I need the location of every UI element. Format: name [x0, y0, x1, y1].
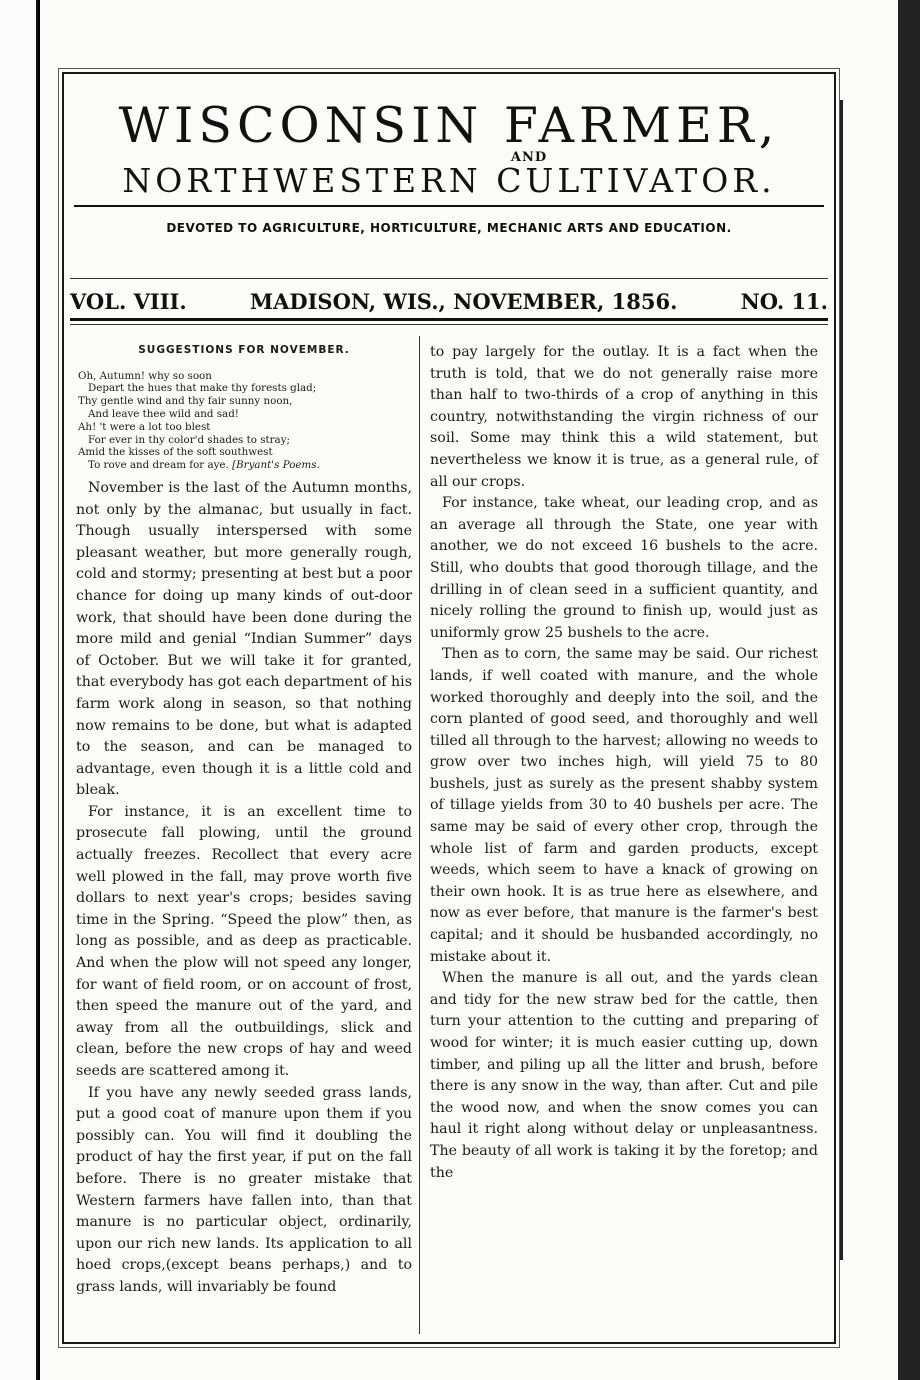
poem-line: Thy gentle wind and thy fair sunny noon, — [78, 395, 293, 408]
scan-edge — [896, 0, 920, 1380]
issue-rule-top — [70, 278, 828, 279]
poem-line: And leave thee wild and sad! — [88, 407, 239, 420]
article-title: SUGGESTIONS FOR NOVEMBER. — [138, 344, 350, 356]
epigraph-poem — [78, 370, 412, 472]
masthead-rule — [74, 205, 824, 207]
poem-line: Amid the kisses of the soft southwest — [78, 446, 273, 459]
issue-rule-bottom — [70, 318, 828, 321]
masthead-motto: DEVOTED TO AGRICULTURE, HORTICULTURE, MECHANIC ARTS AND EDUCATION. — [166, 221, 732, 235]
issue-rule-bottom-thin — [70, 324, 828, 325]
article-paragraph: If you have any newly seeded grass lands, put a good coat of manure upon them if you possibly can. You will find it doubling the product of hay the first year, if put on the fall before. There is no greater mistake that Western farmers have fallen into, than that manure is no particular object, ordinarily, upon our rich new lands. Its application to all hoed crops,(except beans perhaps,) and to grass lands, will invariably be found — [76, 1084, 412, 1295]
newspaper-page — [40, 0, 898, 1380]
poem-line-last — [78, 459, 412, 472]
column-divider — [419, 336, 420, 1334]
article-paragraph: Then as to corn, the same may be said. Our richest lands, if well coated with manure, and the whole worked thoroughly and deeply into the soil, and the corn planted of good seed, and thoroughly and well tilled all through to the harvest; allowing no weeds to grow over two inches high, will yield 75 to 80 bushels, just as surely as the present shabby system of tillage yields from 30 to 40 bushels per acre. The same may be said of every other crop, through the whole list of farm and garden products, except weeds, which seem to have a knack of growing on their own hook. It is as true here as elsewhere, and now as ever before, that manure is the farmer's best capital; and it should be husbanded accordingly, no mistake about it. — [430, 646, 818, 965]
poem-line: Oh, Autumn! why so soon — [78, 369, 212, 382]
binding-gutter — [0, 0, 38, 1380]
masthead-title: WISCONSIN FARMER, — [118, 97, 780, 154]
masthead — [64, 98, 834, 235]
article-paragraph: When the manure is all out, and the yards clean and tidy for the new straw bed for the cattle, then turn your attention to the cutting and preparing of wood for winter; it is much easier cutting up, down timber, and piling up all the litter and brush, before there is any snow in the way, than after. Cut and pile the wood now, and when the snow comes you can haul it right along without delay or unpleasantness. The beauty of all work is taking it by the foretop; and the — [430, 970, 818, 1181]
poem-line: Depart the hues that make thy forests glad; — [88, 382, 317, 395]
poem-line: For ever in thy color'd shades to stray; — [88, 433, 290, 446]
article-paragraph: For instance, it is an excellent time to prosecute fall plowing, until the ground actually freezes. Recollect that every acre well plowed in the fall, may prove worth five dollars to next year's crops; besides saving time in the Spring. “Speed the plow” then, as long as possible, and as deep as practicable. And when the plow will not speed any longer, for want of field room, or on account of frost, then speed the manure out of the yard, and away from all the outbuildings, slick and clean, before the new crops of hay and weed seeds are scattered among it. — [76, 803, 412, 1079]
column-right — [430, 342, 818, 1184]
page-frame — [62, 72, 836, 1344]
column-left — [76, 336, 412, 1299]
margin-rule — [840, 100, 843, 1260]
issue-line — [70, 289, 828, 314]
masthead-subtitle: NORTHWESTERN CULTIVATOR. — [122, 161, 776, 200]
volume-label: VOL. VIII. — [70, 289, 187, 314]
poem-line: To rove and dream for aye. — [88, 459, 229, 472]
dateline: MADISON, WIS., NOVEMBER, 1856. — [249, 289, 678, 314]
article-paragraph: to pay largely for the outlay. It is a fact when the truth is told, that we do not generally raise more than half to two-thirds of a crop of anything in this country, notwithstanding the virgin richness of our soil. Some may think this a wild statement, but nevertheless we know it is true, as a general rule, of all our crops. — [430, 344, 818, 490]
poem-line: Ah! 't were a lot too blest — [78, 420, 211, 433]
masthead-and: AND — [510, 150, 548, 165]
article-paragraph: November is the last of the Autumn months, not only by the almanac, but usually in fact. Though usually interspersed with some pleasant weather, but more generally rough, cold and stormy; presenting at best but a poor chance for doing up many kinds of out-door work, that should have been done during the more mild and genial “Indian Summer” days of October. But we will take it for granted, that everybody has got each department of his farm work along in season, so that nothing now remains to be done, but what is adapted to the season, and can be managed to advantage, even though it is a little cold and bleak. — [76, 479, 412, 799]
poem-attribution: [Bryant's Poems. — [232, 459, 320, 472]
article-paragraph: For instance, take wheat, our leading crop, and as an average all through the State, one year with another, we do not exceed 16 bushels to the acre. Still, who doubts that good thorough tillage, and the drilling in of clean seed in a sufficient quantity, and nicely rolling the ground to finish up, would just as uniformly grow 25 bushels to the acre. — [430, 495, 818, 641]
issue-number: NO. 11. — [740, 289, 828, 314]
